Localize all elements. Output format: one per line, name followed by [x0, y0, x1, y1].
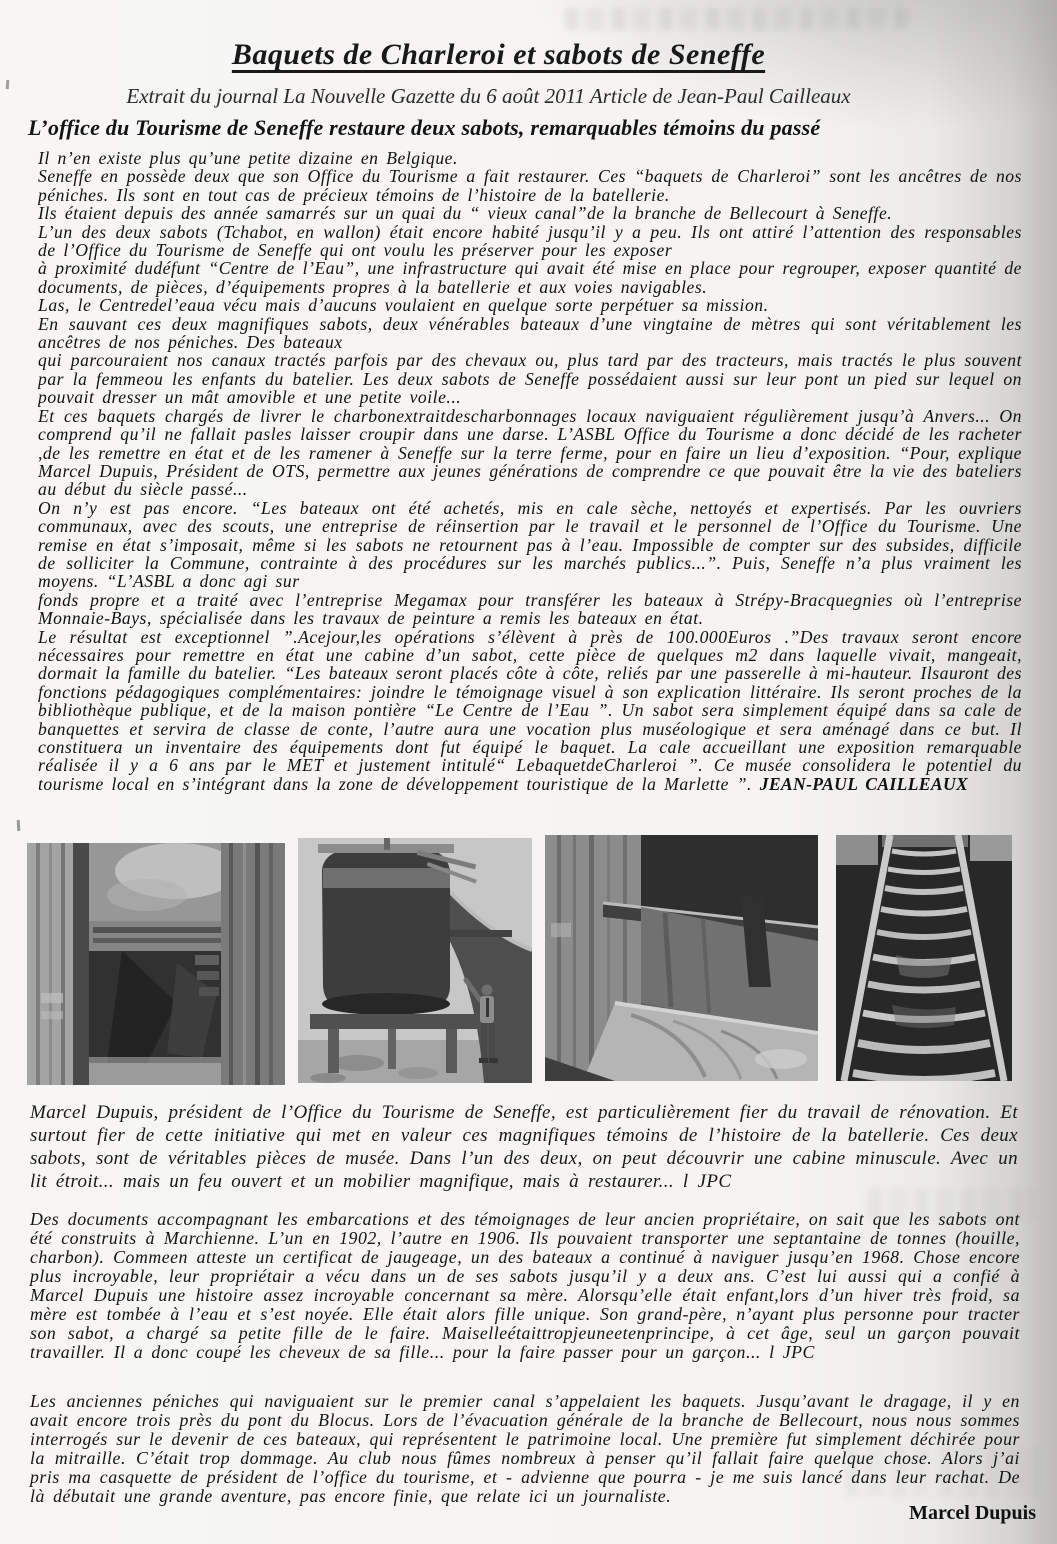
article-paragraph: Et ces baquets chargés de livrer le charbonextraitdescharbonnages locaux naviguaient régulièrement jusqu’à Anvers... On comprend qu’il ne fallait pasles laisser croupir dans une darse. L’ASBL Office du Tourisme a donc décidé de les racheter ,de les remettre en état et de les ramener à Seneffe sur la terre ferme, pour en faire un lieu d’exposition. “Pour, explique Marcel Dupuis, Président de OTS, permettre aux jeunes générations de comprendre ce que pouvait être la vie des bateliers au début du siècle passé...: [38, 405, 1022, 500]
photo-3-image: [545, 835, 818, 1081]
photo-hold-interior-ribs: [836, 835, 1012, 1081]
article-paragraph: Seneffe en possède deux que son Office du Tourisme a fait restaurer. Ces “baquets de Charleroi” sont les ancêtres de nos péniches. Ils sont en tout cas de précieux témoins de l’histoire de la batellerie.: [38, 166, 1022, 205]
article-headline: L’office du Tourisme de Seneffe restaure deux sabots, remarquables témoins du passé: [28, 115, 821, 140]
closing-block: [30, 1392, 1020, 1506]
photo-barge-cabin-doorway: [27, 843, 285, 1085]
article-title-row: [0, 38, 997, 72]
article-paragraph: Las, le Centredel’eaua vécu mais d’aucuns voulaient en quelque sorte perpétuer sa mission.: [38, 295, 769, 316]
article-paragraph-text: Le résultat est exceptionnel ”.Acejour,les opérations s’élèvent à près de 100.000Euros .”Des travaux seront encore nécessaires pour remettre en état une cabine d’un sabot, cette pièce de quelques m2 dans laquelle vivait, mangeait, dormait la famille du batelier. “Les bateaux seront placés côte à côte, reliés par une passerelle à mi-hauteur. Ilsauront des fonctions pédagogiques complémentaires: joindre le témoignage visuel à son explication littéraire. Ils seront proches de la bibliothèque publique, et de la maison pontière “Le Centre de l’Eau ”. Un sabot sera simplement équipé dans sa cale de banquettes et servira de classe de conte, l’autre aura une vocation plus muséologique et sera aménagé dans ce but. Il constituera un inventaire des équipements dont fut équipé le baquet. La cale accueillant une exposition remarquable réalisée il y a 6 ans par le MET et justement intitulé“ LebaquetdeCharleroi ”. Ce musée consolidera le potentiel du tourisme local en s’intégrant dans la zone de développement touristique de la Marlette ”.: [38, 626, 1022, 794]
photo-sabot-hull-on-trestles-with-man: [298, 838, 532, 1083]
article-paragraph: [38, 628, 1022, 794]
photo-2-image: [298, 838, 532, 1083]
photo-caption-text: Marcel Dupuis, président de l’Office du Tourisme de Seneffe, est particulièrement fier du travail de rénovation. Et surtout fier de cette initiative qui met en valeur ces magnifiques témoins de l’histoire de la batellerie. Ces deux sabots, sont de véritables pièces de musée. Dans l’un des deux, on peut découvrir une cabine minuscule. Avec un lit étroit... mais un feu ouvert et un mobilier magnifique, mais à restaurer... l JPC: [30, 1102, 1018, 1192]
history-text: Des documents accompagnant les embarcations et des témoignages de leur ancien propriétaire, on sait que les sabots ont été construits à Marchienne. L’un en 1902, l’autre en 1906. Ils pouvaient transporter une septantaine de tonnes (houille, charbon). Commeen atteste un certificat de jaugeage, un des bateaux a continué à naviguer jusqu’en 1968. Chose encore plus incroyable, leur propriétair a vécu dans un de ses sabots jusqu’il y a deux ans. C’est lui aussi qui a confié à Marcel Dupuis une histoire assez incroyable concernant sa mère. Alorsqu’elle était enfant,lors d’un hiver très froid, sa mère est tombée à l’eau et s’est noyée. Elle était alors fille unique. Son grand-père, n’ayant plus personne pour tracter son sabot, a chargé sa petite fille de le faire. Maiselleétaittropjeuneetenprincipe, à cet âge, seul un garçon pouvait travailler. Il a donc coupé les cheveux de sa fille... pour la faire passer pour un garçon... l JPC: [30, 1209, 1020, 1362]
history-block: [30, 1210, 1020, 1362]
page-title: Baquets de Charleroi et sabots de Seneffe: [231, 38, 766, 71]
article-paragraph: qui parcouraient nos canaux tractés parfois par des chevaux ou, plus tard par des tracteurs, mais tractés le plus souvent par la femmeou les enfants du batelier. Les deux sabots de Seneffe possédaient aussi sur leur pont un pied sur lequel on pouvait dresser un mât amovible et une petite voile...: [38, 350, 1022, 408]
photo-caption: [30, 1101, 1018, 1193]
photo-cabin-bunk-interior: [545, 835, 818, 1081]
article-paragraph: fonds propre et a traité avec l’entreprise Megamax pour transférer les bateaux à Strépy-Bracquegnies où l’entreprise Monnaie-Bays, spécialisée dans les travaux de peinture a remis les bateaux en état.: [38, 589, 1022, 629]
article-paragraph: Il n’en existe plus qu’une petite dizaine en Belgique.: [38, 149, 458, 168]
article-paragraph: On n’y est pas encore. “Les bateaux ont été achetés, mis en cale sèche, nettoyés et expertisés. Par les ouvriers communaux, avec des scouts, une entreprise de réinsertion par le travail et le personnel de l’Office du Tourisme. Une remise en état s’imposait, même si les sabots ne retournent pas à l’eau. Impossible de compter sur des subsides, difficile de solliciter la Commune, contrainte à des procédures sur les marchés publics...”. Puis, Seneffe n’a plus vraiment les moyens. “L’ASBL a donc agi sur: [38, 497, 1022, 592]
article-body: [38, 149, 1022, 803]
signature: Marcel Dupuis: [909, 1502, 1036, 1524]
photo-4-image: [836, 835, 1012, 1081]
scan-bleed-artifact: [565, 8, 915, 30]
article-paragraph: Ils étaient depuis des année samarrés sur un quai du “ vieux canal”de la branche de Bellecourt à Seneffe.: [38, 203, 893, 224]
article-paragraph: En sauvant ces deux magnifiques sabots, deux vénérables bateaux d’une vingtaine de mètres qui sont véritablement les ancêtres de nos péniches. Des bateaux: [38, 313, 1022, 353]
article-paragraph: à proximité dudéfunt “Centre de l’Eau”, une infrastructure qui avait été mise en place pour regrouper, exposer quantité de documents, de pièces, d’équipements propres à la batellerie et aux voies navigables.: [38, 258, 1022, 297]
photo-1-image: [27, 843, 285, 1085]
article-author-inline: JEAN-PAUL CAILLEAUX: [759, 773, 969, 794]
scan-speck-artifact: [17, 820, 21, 831]
closing-text: Les anciennes péniches qui naviguaient sur le premier canal s’appelaient les baquets. Jusqu’avant le dragage, il y en avait encore trois près du pont du Blocus. Lors de l’évacuation générale de la branche de Bellecourt, nous nous sommes interrogés sur le devenir de ces bateaux, qui représentent le patrimoine local. Une première fut simplement déchirée pour la mitraille. C’était trop dommage. Au club nous fûmes nombreux à penser qu’il fallait faire quelque chose. Alors j’ai pris ma casquette de président de l’office du tourisme, et - advienne que pourra - je me suis lancé dans leur rachat. De là débutait une grande aventure, pas encore finie, que relate ici un journaliste.: [30, 1391, 1020, 1506]
article-source-line: Extrait du journal La Nouvelle Gazette du 6 août 2011 Article de Jean-Paul Cailleaux: [126, 84, 851, 108]
article-paragraph: L’un des deux sabots (Tchabot, en wallon) était encore habité jusqu’il y a peu. Ils ont attiré l’attention des responsables de l’Office du Tourisme de Seneffe qui ont voulu les préserver pour les exposer: [38, 221, 1022, 261]
